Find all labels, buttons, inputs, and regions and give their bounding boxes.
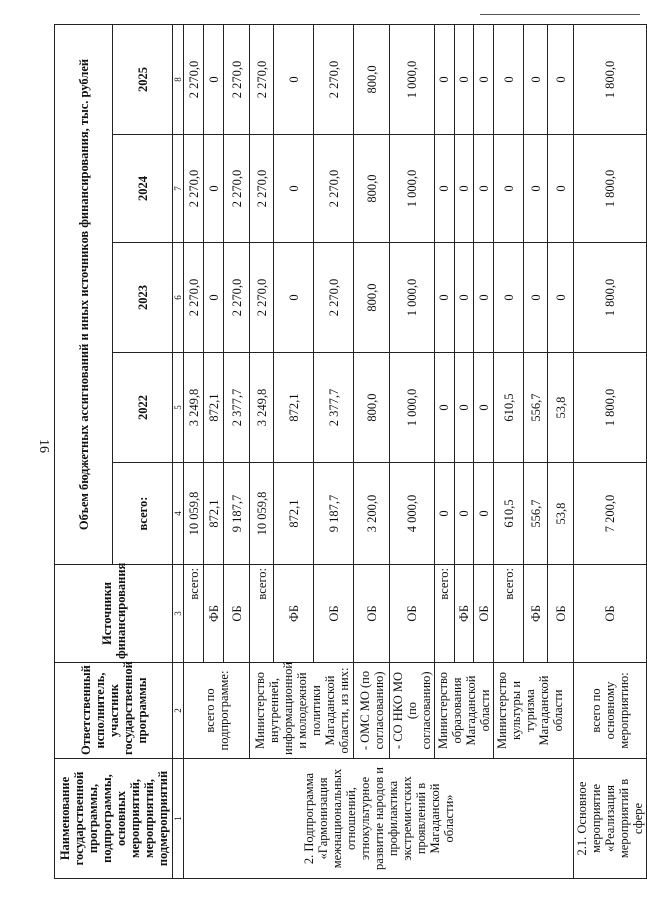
- value-cell: 2 270,0: [250, 24, 274, 134]
- header-year-2025: 2025: [113, 24, 173, 134]
- value-cell: 0: [548, 24, 574, 134]
- header-year-2022: 2022: [113, 353, 173, 463]
- subprogram-name: 2. Подпрограмма «Гармонизация межнациональных отношений, этнокультурное развитие народов и профилактика экстремистских проявлений в Магаданской области»: [184, 759, 574, 879]
- value-cell: 0: [494, 135, 524, 243]
- value-cell: 610,5: [494, 353, 524, 463]
- value-cell: 10 059,8: [184, 463, 204, 565]
- value-cell: 0: [435, 135, 455, 243]
- value-cell: 1 000,0: [390, 353, 435, 463]
- value-cell: 1 800,0: [574, 24, 647, 134]
- header-year-2023: 2023: [113, 243, 173, 353]
- source-cell: ОБ: [224, 565, 250, 663]
- value-cell: 0: [474, 135, 494, 243]
- value-cell: 1 000,0: [390, 135, 435, 243]
- value-cell: 0: [454, 135, 474, 243]
- source-cell: ОБ: [474, 565, 494, 663]
- value-cell: 0: [454, 243, 474, 353]
- value-cell: 0: [474, 463, 494, 565]
- value-cell: 0: [204, 243, 224, 353]
- value-cell: 0: [454, 353, 474, 463]
- source-cell: ОБ: [354, 565, 390, 663]
- source-cell: ОБ: [390, 565, 435, 663]
- header-executor: Ответственный исполнитель, участник государственной программы: [55, 663, 173, 759]
- value-cell: 0: [524, 24, 548, 134]
- value-cell: 0: [274, 135, 314, 243]
- value-cell: 872,1: [274, 353, 314, 463]
- value-cell: 53,8: [548, 353, 574, 463]
- header-name: Наименование государственной программы, подпрограммы, основных мероприятий, мероприятий, подмероприятий: [55, 759, 173, 879]
- executor-total: всего по подпрограмме:: [184, 663, 250, 759]
- value-cell: 2 270,0: [184, 24, 204, 134]
- value-cell: 1 000,0: [390, 243, 435, 353]
- source-cell: ОБ: [574, 565, 647, 663]
- value-cell: 7 200,0: [574, 463, 647, 565]
- source-cell: всего:: [435, 565, 455, 663]
- source-cell: ФБ: [524, 565, 548, 663]
- corner-rule: [480, 14, 640, 15]
- value-cell: 1 800,0: [574, 135, 647, 243]
- value-cell: 0: [204, 135, 224, 243]
- value-cell: 9 187,7: [314, 463, 354, 565]
- event-name: 2.1. Основное мероприятие «Реализация мероприятий в сфере: [574, 759, 647, 879]
- value-cell: 2 270,0: [224, 135, 250, 243]
- value-cell: 800,0: [354, 243, 390, 353]
- value-cell: 53,8: [548, 463, 574, 565]
- value-cell: 556,7: [524, 463, 548, 565]
- value-cell: 872,1: [204, 463, 224, 565]
- col-number: 6: [173, 243, 184, 353]
- source-cell: всего:: [494, 565, 524, 663]
- value-cell: 2 270,0: [250, 243, 274, 353]
- value-cell: 1 800,0: [574, 243, 647, 353]
- header-funding: Объем бюджетных ассигнований и иных источников финансирования, тыс. рублей: [55, 24, 113, 564]
- value-cell: 9 187,7: [224, 463, 250, 565]
- source-cell: ОБ: [548, 565, 574, 663]
- col-number: 7: [173, 135, 184, 243]
- value-cell: 2 270,0: [224, 24, 250, 134]
- value-cell: 1 000,0: [390, 24, 435, 134]
- value-cell: 2 377,7: [314, 353, 354, 463]
- event-executor: всего по основному мероприятию:: [574, 663, 647, 759]
- col-number: 2: [173, 663, 184, 759]
- value-cell: 610,5: [494, 463, 524, 565]
- value-cell: 2 270,0: [184, 135, 204, 243]
- executor-ministry-internal: Министерство внутренней, информационной и молодежной политики Магаданской области, из них:: [250, 663, 354, 759]
- value-cell: 3 200,0: [354, 463, 390, 565]
- source-cell: всего:: [250, 565, 274, 663]
- value-cell: 800,0: [354, 135, 390, 243]
- value-cell: 556,7: [524, 353, 548, 463]
- value-cell: 2 270,0: [224, 243, 250, 353]
- value-cell: 0: [524, 243, 548, 353]
- source-cell: всего:: [184, 565, 204, 663]
- executor-oms-mo: - ОМС МО (по согласованию): [354, 663, 390, 759]
- value-cell: 1 800,0: [574, 353, 647, 463]
- value-cell: 872,1: [204, 353, 224, 463]
- value-cell: 800,0: [354, 353, 390, 463]
- financing-table: [54, 24, 647, 879]
- executor-ministry-culture: Министерство культуры и туризма Магаданской области: [494, 663, 574, 759]
- value-cell: 0: [474, 353, 494, 463]
- value-cell: 0: [454, 24, 474, 134]
- header-total: всего:: [113, 463, 173, 565]
- value-cell: 872,1: [274, 463, 314, 565]
- col-number: 8: [173, 24, 184, 134]
- executor-ministry-education: Министерство образования Магаданской области: [435, 663, 494, 759]
- value-cell: 2 270,0: [184, 243, 204, 353]
- value-cell: 2 270,0: [314, 135, 354, 243]
- col-number: 3: [173, 565, 184, 663]
- executor-so-nko-mo: - СО НКО МО (по согласованию): [390, 663, 435, 759]
- value-cell: 2 270,0: [250, 135, 274, 243]
- value-cell: 2 270,0: [314, 24, 354, 134]
- header-year-2024: 2024: [113, 135, 173, 243]
- source-cell: ФБ: [204, 565, 224, 663]
- value-cell: 0: [548, 135, 574, 243]
- value-cell: 0: [474, 24, 494, 134]
- value-cell: 0: [204, 24, 224, 134]
- value-cell: 0: [474, 243, 494, 353]
- col-number: 4: [173, 463, 184, 565]
- source-cell: ОБ: [314, 565, 354, 663]
- value-cell: 0: [494, 24, 524, 134]
- value-cell: 4 000,0: [390, 463, 435, 565]
- value-cell: 2 377,7: [224, 353, 250, 463]
- value-cell: 10 059,8: [250, 463, 274, 565]
- col-number: 5: [173, 353, 184, 463]
- source-cell: ФБ: [274, 565, 314, 663]
- page-number: 16: [36, 439, 51, 453]
- value-cell: 0: [435, 463, 455, 565]
- value-cell: 0: [274, 24, 314, 134]
- value-cell: 0: [494, 243, 524, 353]
- value-cell: 0: [548, 243, 574, 353]
- value-cell: 800,0: [354, 24, 390, 134]
- value-cell: 3 249,8: [250, 353, 274, 463]
- value-cell: 3 249,8: [184, 353, 204, 463]
- source-cell: ФБ: [454, 565, 474, 663]
- value-cell: 0: [435, 243, 455, 353]
- value-cell: 0: [524, 135, 548, 243]
- header-sources: Источники финансирования: [55, 565, 173, 663]
- col-number: 1: [173, 759, 184, 879]
- value-cell: 0: [454, 463, 474, 565]
- rotated-table-wrapper: [54, 25, 646, 879]
- value-cell: 0: [274, 243, 314, 353]
- value-cell: 0: [435, 24, 455, 134]
- value-cell: 0: [435, 353, 455, 463]
- value-cell: 2 270,0: [314, 243, 354, 353]
